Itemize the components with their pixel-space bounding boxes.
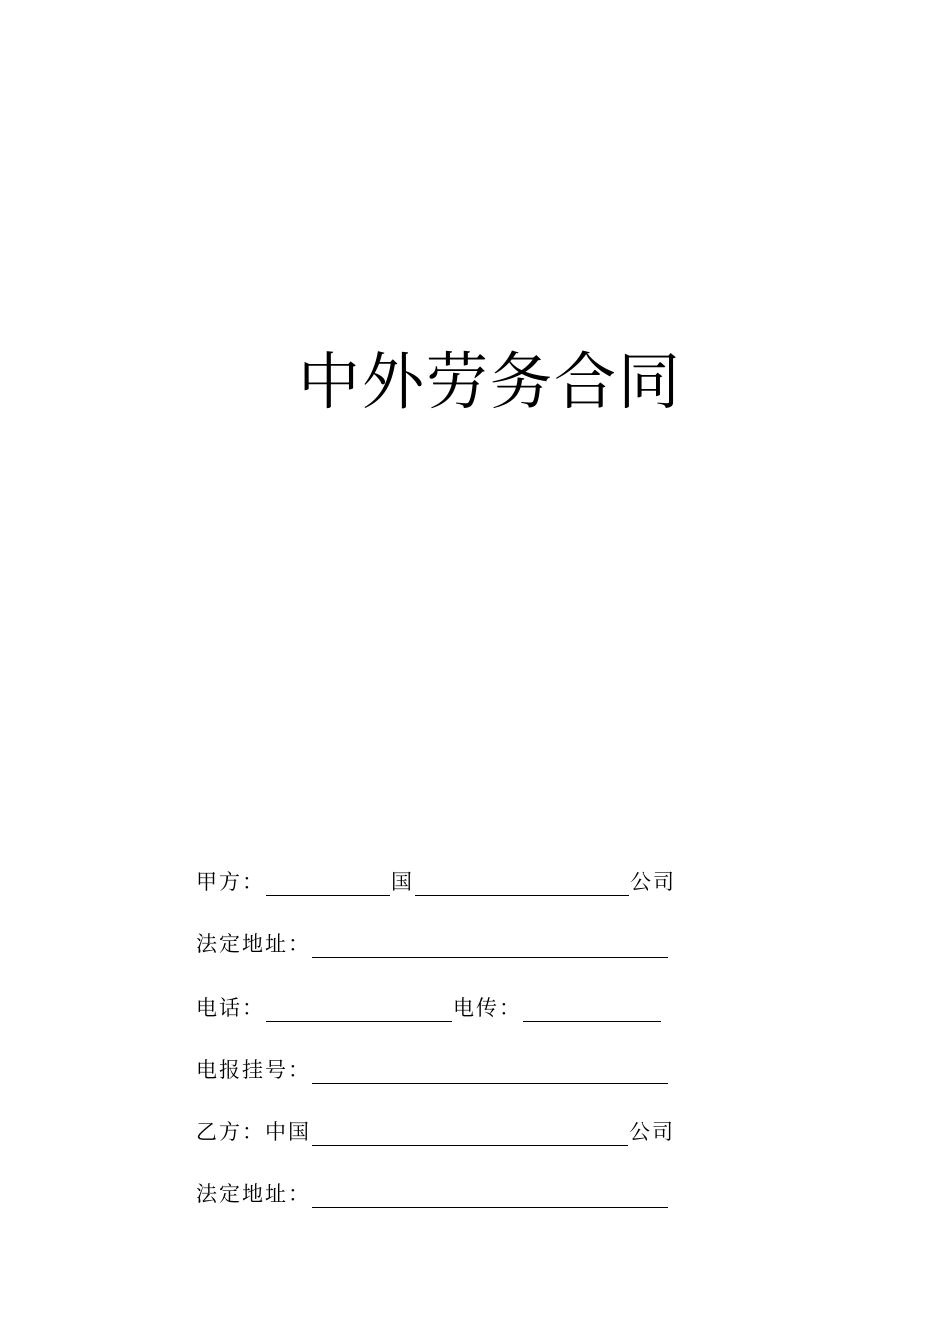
contact-line [196,994,662,1022]
party-a-country-suffix: 国 [391,870,414,894]
party-a-address-line [196,930,669,958]
telegraph-label: 电报挂号： [196,1058,311,1082]
phone-label: 电话： [196,996,265,1020]
party-a-line [196,868,676,896]
party-b-address-line [196,1180,669,1208]
party-a-company-suffix: 公司 [630,870,676,894]
party-a-address-blank[interactable] [312,935,668,958]
fax-blank[interactable] [523,999,661,1022]
party-b-line [196,1118,675,1146]
party-b-address-blank[interactable] [312,1185,668,1208]
phone-blank[interactable] [266,999,452,1022]
party-a-country-blank[interactable] [266,873,390,896]
telegraph-blank[interactable] [312,1061,668,1084]
party-a-company-blank[interactable] [415,873,629,896]
page-title: 中外劳务合同 [297,345,682,418]
party-a-label: 甲方： [196,870,265,894]
telegraph-line [196,1056,669,1084]
fax-label: 电传： [453,996,522,1020]
party-b-company-suffix: 公司 [629,1120,675,1144]
party-b-company-blank[interactable] [312,1123,628,1146]
party-b-address-label: 法定地址： [196,1182,311,1206]
party-b-label: 乙方：中国 [196,1120,311,1144]
party-a-address-label: 法定地址： [196,932,311,956]
